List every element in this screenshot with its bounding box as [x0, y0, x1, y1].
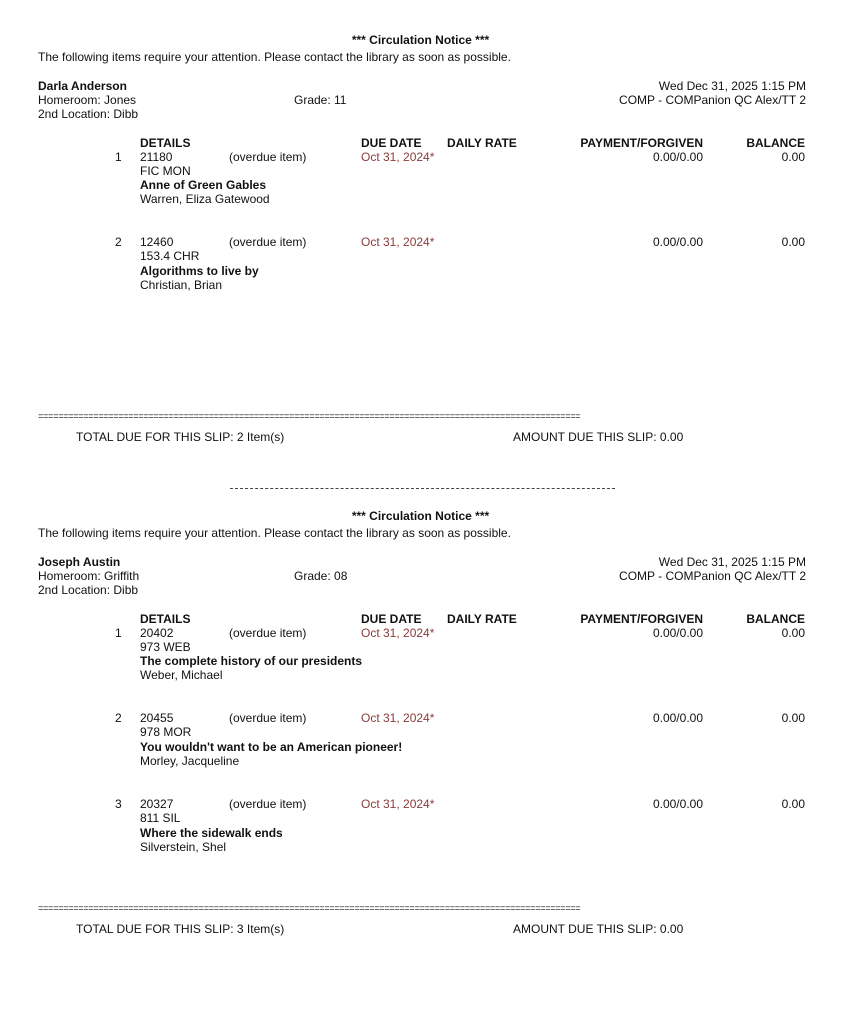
- item-barcode: 20402: [140, 626, 174, 640]
- homeroom: Homeroom: Griffith: [38, 569, 140, 583]
- header-daily-rate: DAILY RATE: [447, 136, 517, 150]
- item-status: (overdue item): [229, 235, 307, 249]
- item-author: Silverstein, Shel: [140, 840, 227, 854]
- patron-name: Joseph Austin: [38, 555, 121, 569]
- item-title: Algorithms to live by: [140, 264, 259, 278]
- item-barcode: 12460: [140, 235, 174, 249]
- item-author: Christian, Brian: [140, 278, 223, 292]
- item-number: 1: [115, 626, 122, 640]
- item-title: You wouldn't want to be an American pioneer!: [140, 740, 403, 754]
- item-due-date: Oct 31, 2024*: [361, 150, 435, 164]
- item-balance: 0.00: [781, 150, 805, 164]
- item-payment: 0.00/0.00: [652, 711, 703, 725]
- item-call-number: 153.4 CHR: [140, 249, 200, 263]
- item-payment: 0.00/0.00: [652, 235, 703, 249]
- header-payment-forgiven: PAYMENT/FORGIVEN: [580, 612, 703, 626]
- header-details: DETAILS: [140, 612, 191, 626]
- item-barcode: 20327: [140, 797, 174, 811]
- item-due-date: Oct 31, 2024*: [361, 235, 435, 249]
- header-due-date: DUE DATE: [361, 612, 422, 626]
- header-details: DETAILS: [140, 136, 191, 150]
- header-balance: BALANCE: [746, 612, 805, 626]
- item-author: Warren, Eliza Gatewood: [140, 192, 270, 206]
- item-call-number: 973 WEB: [140, 640, 191, 654]
- notice-title: *** Circulation Notice ***: [351, 509, 490, 523]
- item-title: The complete history of our presidents: [140, 654, 363, 668]
- item-payment: 0.00/0.00: [652, 150, 703, 164]
- item-number: 1: [115, 150, 122, 164]
- header-payment-forgiven: PAYMENT/FORGIVEN: [580, 136, 703, 150]
- total-items: TOTAL DUE FOR THIS SLIP: 3 Item(s): [76, 922, 285, 936]
- item-call-number: FIC MON: [140, 164, 191, 178]
- item-due-date: Oct 31, 2024*: [361, 797, 435, 811]
- item-due-date: Oct 31, 2024*: [361, 626, 435, 640]
- item-number: 2: [115, 235, 122, 249]
- grade: Grade: 11: [294, 93, 347, 107]
- grade: Grade: 08: [294, 569, 348, 583]
- item-call-number: 811 SIL: [140, 811, 181, 825]
- homeroom: Homeroom: Jones: [38, 93, 137, 107]
- header-due-date: DUE DATE: [361, 136, 422, 150]
- item-status: (overdue item): [229, 626, 307, 640]
- item-balance: 0.00: [781, 235, 805, 249]
- second-location: 2nd Location: Dibb: [38, 107, 139, 121]
- divider-rule: ============================================================================================================: [38, 904, 581, 914]
- divider-rule: ============================================================================================================: [38, 412, 581, 422]
- slip-separator: [230, 488, 615, 489]
- item-payment: 0.00/0.00: [652, 626, 703, 640]
- site-name: COMP - COMPanion QC Alex/TT 2: [619, 569, 806, 583]
- item-author: Morley, Jacqueline: [140, 754, 240, 768]
- total-items: TOTAL DUE FOR THIS SLIP: 2 Item(s): [76, 430, 285, 444]
- notice-intro: The following items require your attention. Please contact the library as soon as possible.: [38, 50, 511, 64]
- item-barcode: 20455: [140, 711, 174, 725]
- site-name: COMP - COMPanion QC Alex/TT 2: [619, 93, 806, 107]
- item-author: Weber, Michael: [140, 668, 223, 682]
- notice-intro: The following items require your attention. Please contact the library as soon as possible.: [38, 526, 511, 540]
- notice-date: Wed Dec 31, 2025 1:15 PM: [658, 79, 806, 93]
- notice-date: Wed Dec 31, 2025 1:15 PM: [658, 555, 806, 569]
- item-number: 2: [115, 711, 122, 725]
- item-barcode: 21180: [140, 150, 173, 164]
- item-due-date: Oct 31, 2024*: [361, 711, 435, 725]
- notice-title: *** Circulation Notice ***: [351, 33, 490, 47]
- amount-due: AMOUNT DUE THIS SLIP: 0.00: [513, 430, 684, 444]
- item-balance: 0.00: [781, 797, 805, 811]
- item-number: 3: [115, 797, 122, 811]
- item-status: (overdue item): [229, 797, 307, 811]
- item-status: (overdue item): [229, 150, 307, 164]
- patron-name: Darla Anderson: [38, 79, 127, 93]
- item-call-number: 978 MOR: [140, 725, 192, 739]
- item-payment: 0.00/0.00: [652, 797, 703, 811]
- item-title: Where the sidewalk ends: [140, 826, 283, 840]
- second-location: 2nd Location: Dibb: [38, 583, 139, 597]
- header-balance: BALANCE: [746, 136, 805, 150]
- item-status: (overdue item): [229, 711, 307, 725]
- header-daily-rate: DAILY RATE: [447, 612, 517, 626]
- item-balance: 0.00: [781, 626, 805, 640]
- item-balance: 0.00: [781, 711, 805, 725]
- item-title: Anne of Green Gables: [140, 178, 267, 192]
- amount-due: AMOUNT DUE THIS SLIP: 0.00: [513, 922, 684, 936]
